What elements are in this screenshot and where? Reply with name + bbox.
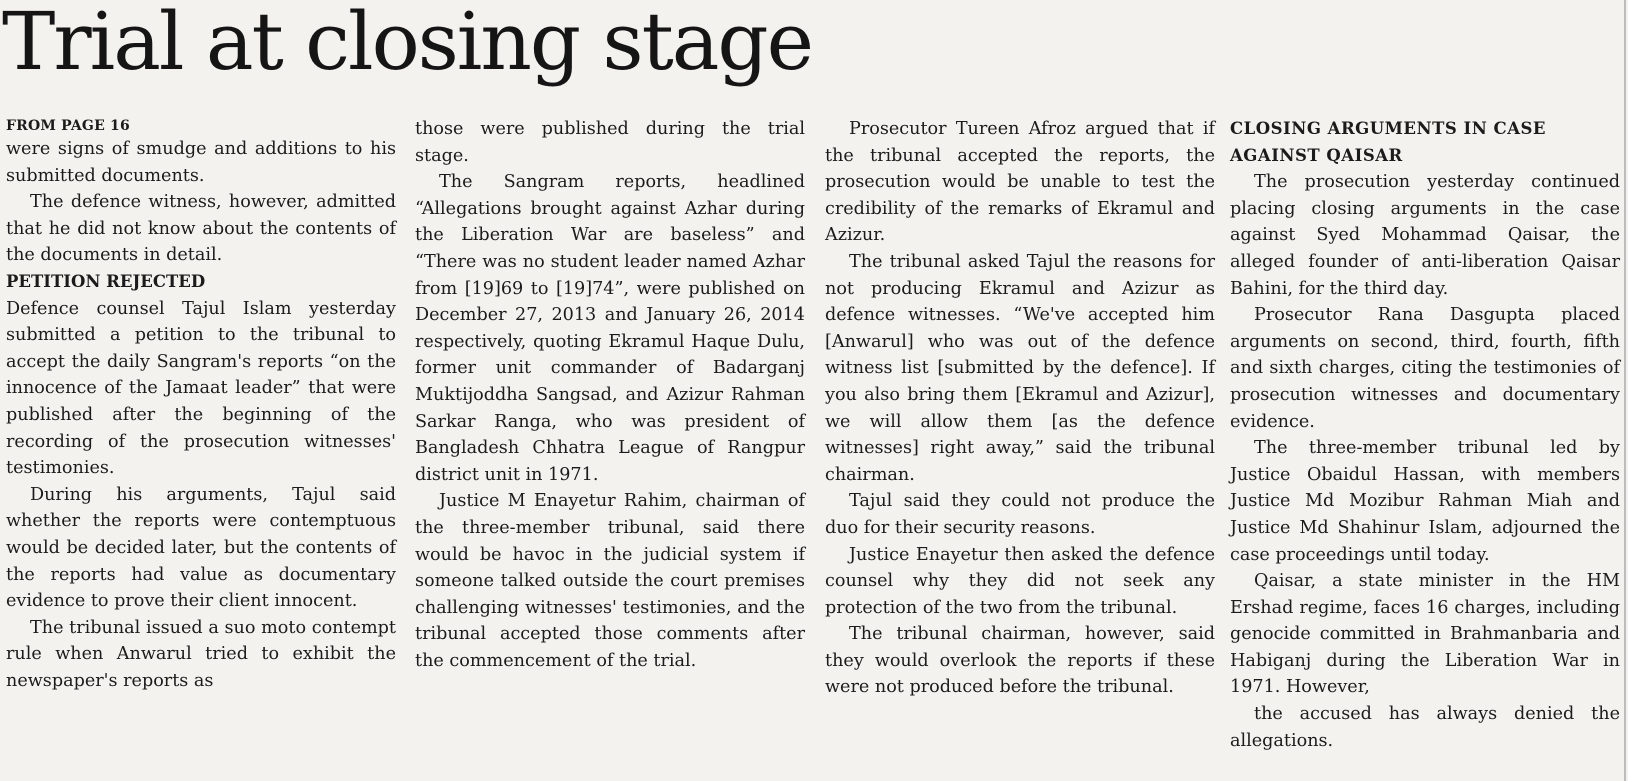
- paragraph: The tribunal asked Tajul the reasons for not producing Ekramul and Azizur as defence witnesses. “We've accepted him [Anwarul] who was out of the defence witness list [submitted by the defence]. If you also bring them [Ekramul and Azizur], we will allow them [as the defence witnesses] right away,” said the tribunal chairman.: [825, 251, 1215, 485]
- paragraph: The defence witness, however, admitted that he did not know about the contents of the documents in detail.: [6, 192, 396, 266]
- paragraph: Qaisar, a state minister in the HM Ershad regime, faces 16 charges, including genocide committed in Brahmanbaria and Habiganj during the Liberation War in 1971. However,: [1230, 571, 1620, 698]
- column-4: [1230, 116, 1620, 754]
- column-2: [415, 116, 805, 674]
- paragraph: Tajul said they could not produce the duo for their security reasons.: [825, 491, 1215, 538]
- kicker: FROM PAGE 16: [6, 118, 130, 134]
- paragraph: The tribunal issued a suo moto contempt rule when Anwarul tried to exhibit the newspaper's reports as: [6, 617, 396, 691]
- paragraph: the accused has always denied the allegations.: [1230, 704, 1620, 751]
- paragraph: The tribunal chairman, however, said they would overlook the reports if these were not produced before the tribunal.: [825, 624, 1215, 698]
- column-3: [825, 116, 1215, 701]
- paragraph: were signs of smudge and additions to his submitted documents.: [6, 139, 396, 186]
- paragraph: Prosecutor Tureen Afroz argued that if the tribunal accepted the reports, the prosecution would be unable to test the credibility of the remarks of Ekramul and Azizur.: [825, 119, 1215, 246]
- subheading: CLOSING ARGUMENTS IN CASE AGAINST QAISAR: [1230, 119, 1546, 165]
- paragraph: The prosecution yesterday continued placing closing arguments in the case against Syed Mohammad Qaisar, the alleged founder of anti-liberation Qaisar Bahini, for the third day.: [1230, 172, 1620, 299]
- column-1: [6, 116, 396, 694]
- column-rule: [1624, 0, 1626, 781]
- headline: Trial at closing stage: [2, 0, 812, 88]
- paragraph: those were published during the trial stage.: [415, 119, 805, 166]
- paragraph: Defence counsel Tajul Islam yesterday submitted a petition to the tribunal to accept the daily Sangram's reports “on the innocence of the Jamaat leader” that were published after the beginning of the recording of the prosecution witnesses' testimonies.: [6, 298, 396, 479]
- paragraph: The Sangram reports, headlined “Allegations brought against Azhar during the Liberation War are baseless” and “There was no student leader named Azhar from [19]69 to [19]74”, were published on December 27, 2013 and January 26, 2014 respectively, quoting Ekramul Haque Dulu, former unit commander of Badarganj Muktijoddha Sangsad, and Azizur Rahman Sarkar Ranga, who was president of Bangladesh Chhatra League of Rangpur district unit in 1971.: [415, 172, 805, 485]
- paragraph: Justice M Enayetur Rahim, chairman of the three-member tribunal, said there would be havoc in the judicial system if someone talked outside the court premises challenging witnesses' testimonies, and the tribunal accepted those comments after the commencement of the trial.: [415, 491, 805, 671]
- paragraph: Justice Enayetur then asked the defence counsel why they did not seek any protection of the two from the tribunal.: [825, 544, 1215, 618]
- paragraph: During his arguments, Tajul said whether the reports were contemptuous would be decided later, but the contents of the reports had value as documentary evidence to prove their client innocent.: [6, 484, 396, 612]
- paragraph: Prosecutor Rana Dasgupta placed arguments on second, third, fourth, fifth and sixth charges, citing the testimonies of prosecution witnesses and documentary evidence.: [1230, 305, 1620, 432]
- subheading: PETITION REJECTED: [6, 271, 206, 291]
- paragraph: The three-member tribunal led by Justice Obaidul Hassan, with members Justice Md Mozibur Rahman Miah and Justice Md Shahinur Islam, adjourned the case proceedings until today.: [1230, 438, 1620, 565]
